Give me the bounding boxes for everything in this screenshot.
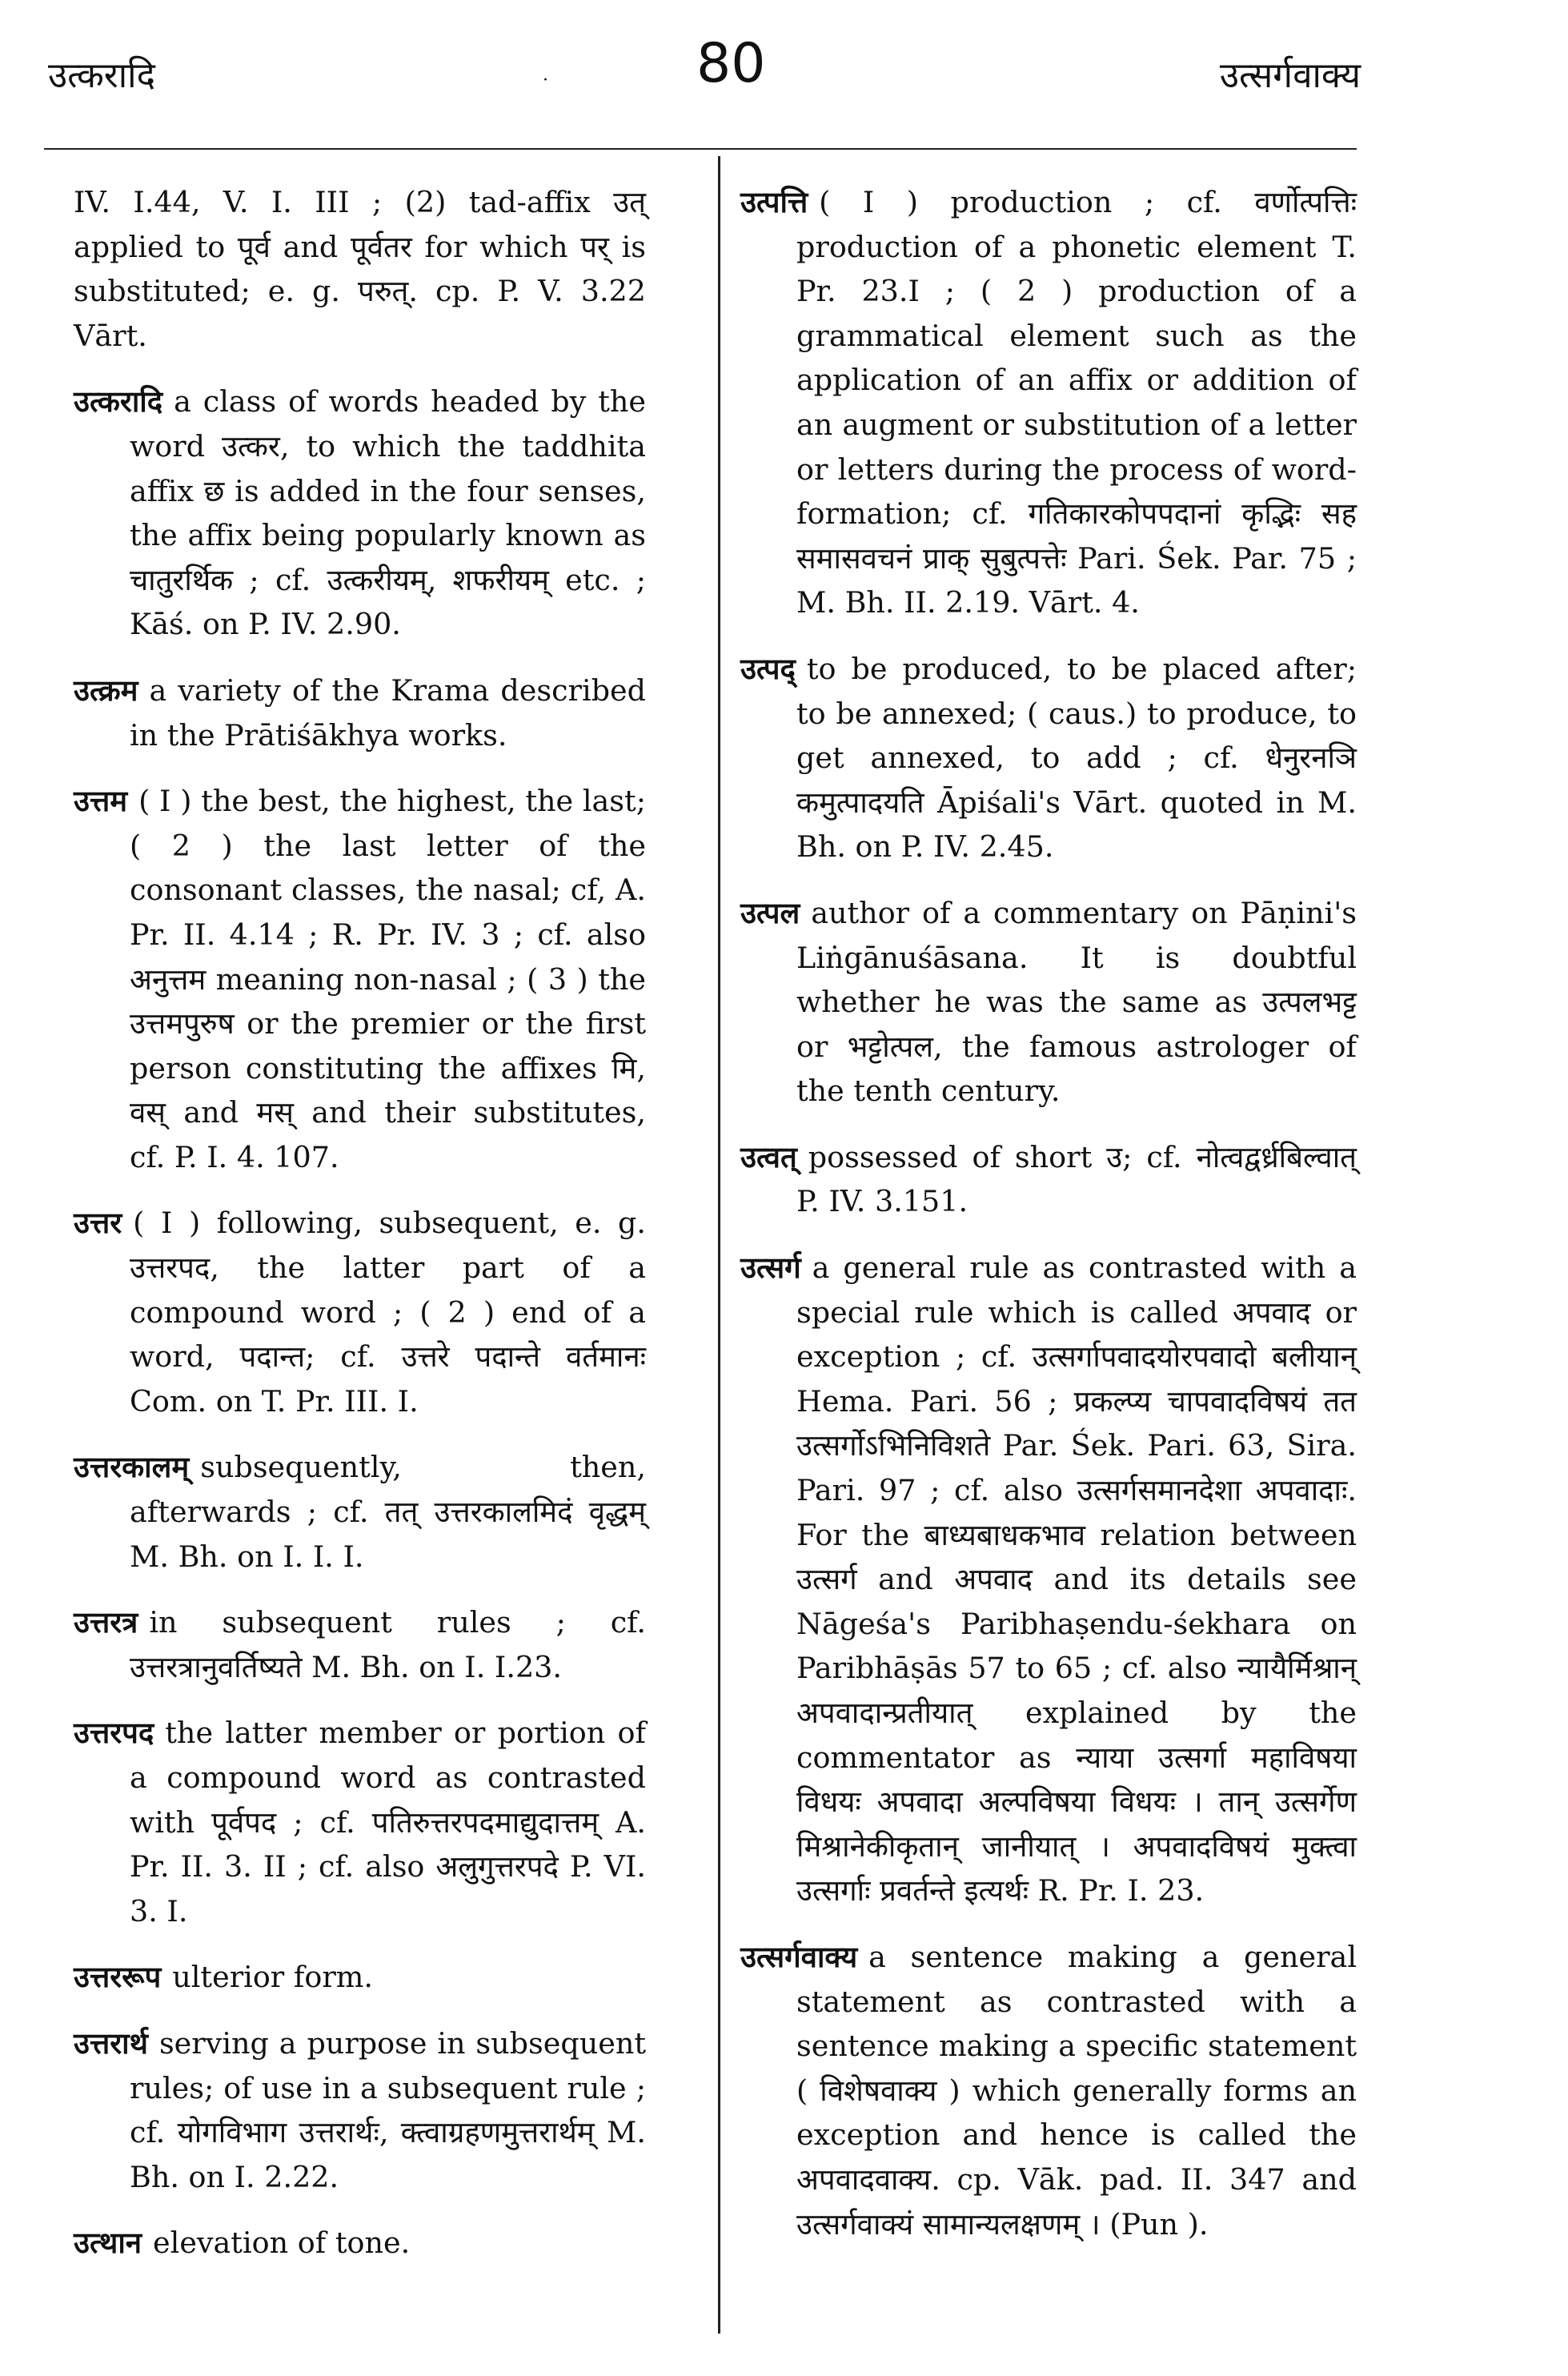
entry-headword: उत्करादि [74, 384, 163, 419]
entry-headword: उत्वत् [740, 1139, 797, 1174]
entry-text: ulterior form. [172, 1960, 373, 1995]
entry-headword: उत्सर्ग [740, 1250, 801, 1286]
dictionary-entry [740, 180, 1357, 625]
dictionary-entry [74, 668, 646, 757]
entry-text: the latter member or portion of a compound word as contrasted with पूर्वपद ; cf. पतिरुत्तरपदमाद्युदात्तम् A. Pr. II. 3. II ; cf. also अलुगुत्तरपदे P. VI. 3. I. [130, 1716, 646, 1928]
dictionary-entry [74, 1711, 646, 1933]
entry-text: elevation of tone. [153, 2225, 411, 2261]
entry-headword: उत्तरत्र [74, 1605, 138, 1640]
column-divider [718, 156, 720, 2334]
entry-text: a class of words headed by the word उत्कर, to which the taddhita affix छ is added in the four senses, the affix being popularly known as चातुरर्थिक ; cf. उत्करीयम्, शफरीयम् etc. ; Kāś. on P. IV. 2.90. [130, 384, 646, 642]
dictionary-entry [740, 1935, 1357, 2246]
entry-text: a general rule as contrasted with a special rule which is called अपवाद or exception ; cf. उत्सर्गापवादयोरपवादो बलीयान् Hema. Pari. 56 ; प्रकल्प्य चापवादविषयं तत उत्सर्गोऽभिनिविशते Par. Śek. Pari. 63, Sira. Pari. 97 ; cf. also उत्सर्गसमानदेशा अपवादाः. For the बाध्यबाधकभाव relation between उत्सर्ग and अपवाद and its details see Nāgeśa's Paribhaṣendu-śekhara on Paribhāṣās 57 to 65 ; cf. also न्यायैर्मिश्रान् अपवादान्प्रतीयात् explained by the commentator as न्याया उत्सर्गा महाविषया विधयः अपवादा अल्पविषया विधयः । तान् उत्सर्गेण मिश्रानेकीकृतान् जानीयात् । अपवादविषयं मुक्त्वा उत्सर्गाः प्रवर्तन्ते इत्यर्थः R. Pr. I. 23. [796, 1250, 1357, 1908]
entry-text: subsequently, then, afterwards ; cf. तत् उत्तरकालमिदं वृद्धम् M. Bh. on I. I. I. [130, 1450, 646, 1574]
entry-text: author of a commentary on Pāṇini's Liṅgānuśāsana. It is doubtful whether he was the same as उत्पलभट्ट or भट्टोत्पल, the famous astrologer of the tenth century. [796, 895, 1357, 1109]
right-column [740, 180, 1357, 2268]
dictionary-entry [740, 1246, 1357, 1913]
dictionary-entry [74, 779, 646, 1179]
entry-headword: उत्तरार्थ [74, 2025, 148, 2061]
entry-text: ( I ) production ; cf. वर्णोत्पत्तिः production of a phonetic element T. Pr. 23.I ; ( 2 ) production of a grammatical element such as the application of an affix or addition of an augment or substitution of a letter or letters during the process of word-formation; cf. गतिकारकोपपदानां कृद्भिः सह समासवचनं प्राक् सुबुत्पत्तेः Pari. Śek. Par. 75 ; M. Bh. II. 2.19. Vārt. 4. [796, 185, 1357, 620]
entry-headword: उत्थान [74, 2225, 142, 2261]
entry-text: a variety of the Krama described in the Prātiśākhya works. [130, 672, 646, 753]
entry-text: ( I ) following, subsequent, e. g. उत्तरपद, the latter part of a compound word ; ( 2 ) end of a word, पदान्त; cf. उत्तरे पदान्ते वर्तमानः Com. on T. Pr. III. I. [130, 1206, 646, 1419]
entry-headword: उत्तम [74, 784, 128, 819]
dictionary-entry [740, 1135, 1357, 1224]
entry-headword: उत्क्रम [74, 672, 138, 708]
entry-headword: उत्तरकालम् [74, 1450, 190, 1485]
entry-text: a sentence making a general statement as contrasted with a sentence making a specific statement ( विशेषवाक्य ) which generally forms an exception and hence is called the अपवादवाक्य. cp. Vāk. pad. II. 347 and उत्सर्गवाक्यं सामान्यलक्षणम् । (Pun ). [796, 1939, 1357, 2242]
entry-text: serving a purpose in subsequent rules; of use in a subsequent rule ; cf. योगविभाग उत्तरार्थः, क्त्वाग्रहणमुत्तरार्थम् M. Bh. on I. 2.22. [130, 2025, 646, 2194]
entry-text: IV. I.44, V. I. III ; (2) tad-affix उत् applied to पूर्व and पूर्वतर for which पर् is substituted; e. g. परुत्. cp. P. V. 3.22 Vārt. [74, 185, 646, 353]
entry-headword: उत्पत्ति [740, 185, 808, 219]
entry-headword: उत्पल [740, 895, 800, 930]
dictionary-entry [74, 180, 646, 358]
entry-headword: उत्तर [74, 1206, 122, 1241]
page-number: 80 [696, 32, 766, 95]
entry-text: to be produced, to be placed after; to be annexed; ( caus.) to produce, to get annexed, to add ; cf. धेनुरनञि कमुत्पादयति Āpiśali's Vārt. quoted in M. Bh. on P. IV. 2.45. [796, 651, 1357, 865]
dictionary-entry [74, 379, 646, 647]
dictionary-entry [74, 1600, 646, 1689]
entry-headword: उत्सर्गवाक्य [740, 1939, 858, 1974]
entry-headword: उत्पद् [740, 651, 796, 686]
stray-mark: · [543, 70, 548, 90]
entry-text: possessed of short उ; cf. नोत्वद्वर्ध्रबिल्वात् P. IV. 3.151. [796, 1139, 1357, 1219]
entry-headword: उत्तरपद [74, 1716, 154, 1751]
dictionary-entry [74, 1445, 646, 1579]
dictionary-entry [74, 1201, 646, 1423]
dictionary-entry [74, 1955, 646, 2000]
dictionary-entry [74, 2021, 646, 2199]
running-head-left: उत्करादि [48, 55, 155, 96]
left-column [74, 180, 646, 2287]
dictionary-entry [74, 2221, 646, 2266]
entry-text: in subsequent rules ; cf. उत्तरत्रानुवर्तिष्यते M. Bh. on I. I.23. [130, 1605, 646, 1684]
dictionary-entry [740, 891, 1357, 1114]
header-rule [44, 148, 1357, 150]
page-header [48, 32, 1361, 104]
entry-text: ( I ) the best, the highest, the last; ( 2 ) the last letter of the consonant classes, the nasal; cf, A. Pr. II. 4.14 ; R. Pr. IV. 3 ; cf. also अनुत्तम meaning non-nasal ; ( 3 ) the उत्तमपुरुष or the premier or the first person constituting the affixes मि, वस् and मस् and their substitutes, cf. P. I. 4. 107. [130, 784, 646, 1174]
dictionary-entry [740, 647, 1357, 869]
running-head-right: उत्सर्गवाक्य [1219, 55, 1361, 96]
entry-headword: उत्तररूप [74, 1960, 162, 1995]
